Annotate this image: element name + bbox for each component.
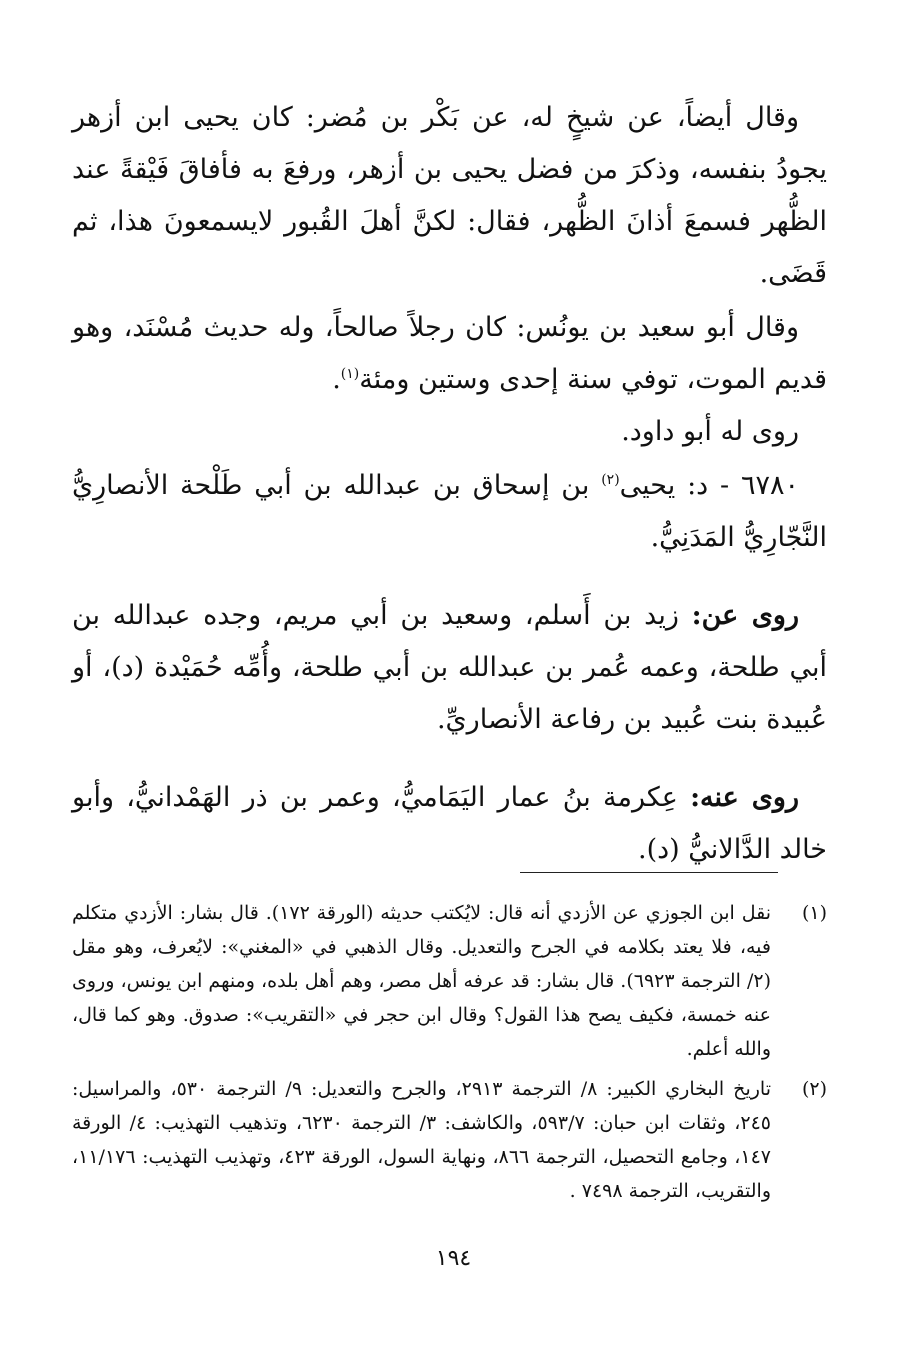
footnote-text: نقل ابن الجوزي عن الأزدي أنه قال: لايُكتب حديثه (الورقة ١٧٢). قال بشار: الأزدي متكلم فيه، فلا يعتد بكلامه في الجرح والتعديل. وقال الذهبي في «المغني»: لايُعرف، وهو مقل (٢/ الترجمة ٦٩٢٣). قال بشار: قد عرفه أهل مصر، وهم أهل بلده، ومنهم ابن يونس، وروى عنه خمسة، فكيف يصح هذا القول؟ وقال ابن حجر في «التقريب»: صدوق. وهو كما قال، والله أعلم. (72, 902, 771, 1060)
paragraph-abu-saeed-text: وقال أبو سعيد بن يونُس: كان رجلاً صالحاً، وله حديث مُسْنَد، وهو قديم الموت، توفي سنة إحدى وستين ومئة (72, 312, 827, 395)
narrated-from-label: روى عن: (691, 600, 799, 631)
footnote-number: (٢) (801, 1078, 827, 1100)
narrated-by-text: عِكرمة بنُ عمار اليَمَاميُّ، وعمر بن ذر الهَمْدانيُّ، وأبو خالد الدَّالانيُّ (د). (72, 782, 827, 865)
footnote-text: تاريخ البخاري الكبير: ٨/ الترجمة ٢٩١٣، والجرح والتعديل: ٩/ الترجمة ٥٣٠، والمراسيل: ٢٤٥، وثقات ابن حبان: ٥٩٣/٧، والكاشف: ٣/ الترجمة ٦٢٣٠، وتذهيب التهذيب: ٤/ الورقة ١٤٧، وجامع التحصيل، الترجمة ٨٦٦، ونهاية السول، الورقة ٤٢٣، وتهذيب التهذيب: ١١/١٧٦، والتقريب، الترجمة ٧٤٩٨ . (72, 1078, 772, 1202)
footnote-ref-2[interactable]: (٢) (601, 472, 620, 488)
paragraph-abu-saeed-end: . (332, 364, 341, 395)
footnote-separator (520, 872, 778, 873)
narrated-from-paragraph (72, 590, 827, 746)
footnote-2 (72, 1072, 827, 1208)
narrated-by-label: روى عنه: (690, 782, 800, 813)
footnote-1 (72, 896, 827, 1066)
narrated-from-text: زيد بن أَسلم، وسعيد بن أبي مريم، وجده عبدالله بن أبي طلحة، وعمه عُمر بن عبدالله بن أبي طلحة، وأُمِّه حُمَيْدة (د)، أو عُبيدة بنت عُبيد بن رفاعة الأنصاريِّ. (72, 600, 827, 735)
main-text (72, 92, 827, 876)
footnotes (72, 896, 827, 1214)
paragraph-bakr-quote: وقال أيضاً، عن شيخٍ له، عن بَكْر بن مُضر: كان يحيى ابن أزهر يجودُ بنفسه، وذكرَ من فضل يحيى بن أزهر، ورفعَ به فأفاقَ فَيْقةً عند الظُّهر فسمعَ أذانَ الظُّهر، فقال: لكنَّ أهلَ القُبور لايسمعونَ هذا، ثم قَضَى. (72, 102, 827, 289)
narrated-by-paragraph (72, 772, 827, 876)
paragraph-abu-dawud: روى له أبو داود. (621, 416, 799, 447)
paragraph-abu-saeed (72, 302, 827, 406)
entry-heading (72, 460, 827, 564)
footnote-ref-1[interactable]: (١) (340, 366, 360, 382)
entry-lineage: بن إسحاق بن عبدالله بن أبي طَلْحة الأنصارِيُّ النَّجّارِيُّ المَدَنِيُّ. (72, 470, 827, 553)
entry-number-and-name: ٦٧٨٠ - د: يحيى (619, 470, 799, 501)
page-number: ١٩٤ (435, 1246, 472, 1271)
footnote-number: (١) (801, 902, 827, 924)
